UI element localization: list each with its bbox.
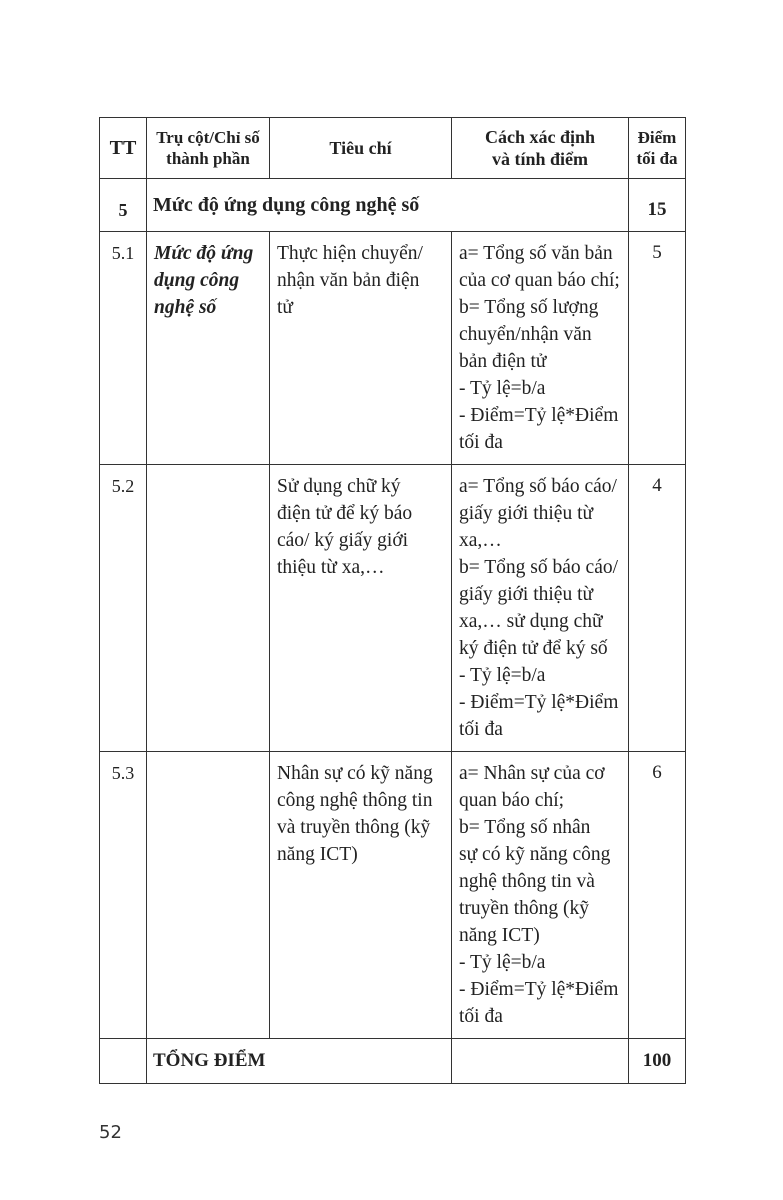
section-title: Mức độ ứng dụng công nghệ số bbox=[147, 179, 629, 232]
criteria-cell: Thực hiện chuyển/ nhận văn bản điện tử bbox=[270, 232, 452, 465]
header-method: Cách xác định và tính điểm bbox=[452, 118, 629, 179]
header-row bbox=[100, 118, 686, 179]
header-criteria: Tiêu chí bbox=[270, 118, 452, 179]
total-points: 100 bbox=[629, 1039, 686, 1084]
table-row bbox=[100, 465, 686, 752]
criteria-cell: Sử dụng chữ ký điện tử để ký báo cáo/ ký giấy giới thiệu từ xa,… bbox=[270, 465, 452, 752]
row-number: 5.1 bbox=[100, 232, 147, 465]
method-cell: a= Nhân sự của cơ quan báo chí; b= Tổng số nhân sự có kỹ năng công nghệ thông tin và truyền thông (kỹ năng ICT) - Tỷ lệ=b/a - Điểm=Tỷ lệ*Điểm tối đa bbox=[452, 752, 629, 1039]
row-number: 5.2 bbox=[100, 465, 147, 752]
header-pillar: Trụ cột/Chỉ số thành phần bbox=[147, 118, 270, 179]
section-row bbox=[100, 179, 686, 232]
points-cell: 6 bbox=[629, 752, 686, 1039]
pillar-cell: Mức độ ứng dụng công nghệ số bbox=[147, 232, 270, 465]
points-cell: 5 bbox=[629, 232, 686, 465]
criteria-cell: Nhân sự có kỹ năng công nghệ thông tin và truyền thông (kỹ năng ICT) bbox=[270, 752, 452, 1039]
row-number: 5.3 bbox=[100, 752, 147, 1039]
table-row bbox=[100, 752, 686, 1039]
total-empty-cell bbox=[100, 1039, 147, 1084]
total-empty-cell bbox=[452, 1039, 629, 1084]
method-cell: a= Tổng số báo cáo/ giấy giới thiệu từ xa,… b= Tổng số báo cáo/ giấy giới thiệu từ xa,… sử dụng chữ ký điện tử để ký số - Tỷ lệ=b/a - Điểm=Tỷ lệ*Điểm tối đa bbox=[452, 465, 629, 752]
header-max-points: Điểm tối đa bbox=[629, 118, 686, 179]
scoring-table bbox=[99, 117, 686, 1084]
table-row bbox=[100, 232, 686, 465]
header-tt: TT bbox=[100, 118, 147, 179]
points-cell: 4 bbox=[629, 465, 686, 752]
section-points: 15 bbox=[629, 179, 686, 232]
pillar-cell bbox=[147, 465, 270, 752]
pillar-cell bbox=[147, 752, 270, 1039]
section-number: 5 bbox=[100, 179, 147, 232]
total-row bbox=[100, 1039, 686, 1084]
total-label: TỔNG ĐIỂM bbox=[147, 1039, 452, 1084]
method-cell: a= Tổng số văn bản của cơ quan báo chí; b= Tổng số lượng chuyển/nhận văn bản điện tử - Tỷ lệ=b/a - Điểm=Tỷ lệ*Điểm tối đa bbox=[452, 232, 629, 465]
page-number: 52 bbox=[99, 1122, 122, 1143]
